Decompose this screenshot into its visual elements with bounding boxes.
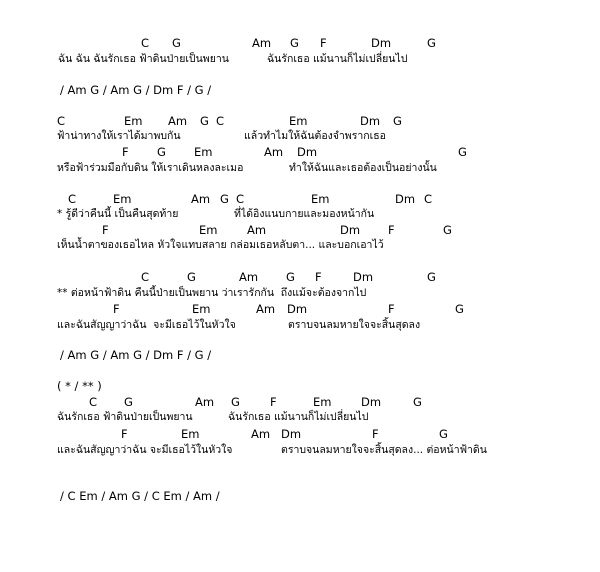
- chord-symbol: / Am G / Am G / Dm F / G /: [60, 348, 212, 362]
- chord-symbol: Em: [113, 192, 132, 206]
- chord-symbol: G: [157, 145, 166, 159]
- chord-symbol: Am: [247, 223, 267, 237]
- chord-symbol: G: [172, 36, 181, 50]
- chord-symbol: F: [388, 223, 395, 237]
- lyric-text: ฉันรักเธอ ฟ้าดินป่ายเป็นพยาน: [57, 411, 193, 423]
- chord-symbol: Am: [191, 192, 211, 206]
- chord-symbol: / Am G / Am G / Dm F / G /: [60, 83, 212, 97]
- chord-symbol: G: [231, 395, 240, 409]
- chord-symbol: F: [270, 395, 277, 409]
- chord-symbol: Dm: [395, 192, 416, 206]
- chord-symbol: Am: [168, 114, 188, 128]
- chord-symbol: ( * / ** ): [57, 379, 102, 393]
- chord-symbol: Am: [195, 395, 215, 409]
- chord-symbol: G: [290, 36, 299, 50]
- chord-symbol: F: [121, 427, 128, 441]
- chord-symbol: F: [122, 145, 129, 159]
- chord-symbol: G: [455, 302, 464, 316]
- chord-symbol: C: [89, 395, 98, 409]
- chord-symbol: Am: [256, 302, 276, 316]
- chord-symbol: C: [216, 114, 225, 128]
- chord-symbol: C: [424, 192, 433, 206]
- chord-symbol: Em: [289, 114, 308, 128]
- chord-symbol: C: [57, 114, 66, 128]
- chord-symbol: F: [372, 427, 379, 441]
- chord-symbol: G: [443, 223, 452, 237]
- chord-symbol: Am: [251, 427, 271, 441]
- chord-symbol: G: [124, 395, 133, 409]
- lyric-text: ตราบจนลมหายใจจะสิ้นสุดลง: [288, 319, 421, 331]
- lyric-text: ฉันรักเธอ แม้นานก็ไม่เปลี่ยนไป: [267, 53, 408, 65]
- chord-symbol: Em: [311, 192, 330, 206]
- chord-symbol: G: [286, 270, 295, 284]
- chord-symbol: Em: [313, 395, 332, 409]
- chord-symbol: Em: [192, 302, 211, 316]
- chord-symbol: G: [200, 114, 209, 128]
- chord-symbol: Am: [239, 270, 259, 284]
- lyric-text: และฉันสัญญาว่าฉัน จะมีเธอไว้ในหัวใจ: [57, 319, 236, 331]
- chord-symbol: Dm: [287, 302, 308, 316]
- lyric-text: ที่ได้อิงแนบกายและมองหน้ากัน: [234, 208, 375, 220]
- lyric-text: ฉันรักเธอ แม้นานก็ไม่เปลี่ยนไป: [228, 411, 369, 423]
- chord-symbol: C: [141, 270, 150, 284]
- chord-symbol: F: [113, 302, 120, 316]
- lyric-text: และฉันสัญญาว่าฉัน จะมีเธอไว้ในหัวใจ: [57, 444, 233, 456]
- chord-symbol: Dm: [371, 36, 392, 50]
- chord-symbol: G: [393, 114, 402, 128]
- lyric-text: * รู้ดีว่าคืนนี้ เป็นคืนสุดท้าย: [57, 208, 179, 220]
- chord-symbol: G: [220, 192, 229, 206]
- chord-symbol: Dm: [297, 145, 318, 159]
- lyric-text: เห็นน้ำตาของเธอไหล หัวใจแทบสลาย กล่อมเธอหลับตา... และบอกเอาไว้: [57, 239, 384, 251]
- chord-symbol: Dm: [361, 395, 382, 409]
- chord-symbol: G: [439, 427, 448, 441]
- chord-symbol: F: [320, 36, 327, 50]
- lyric-text: แล้วทำไมให้ฉันต้องจำพรากเธอ: [244, 130, 386, 142]
- chord-symbol: Dm: [340, 223, 361, 237]
- chord-symbol: G: [458, 145, 467, 159]
- chord-symbol: C: [68, 192, 77, 206]
- chord-symbol: F: [102, 223, 109, 237]
- lyric-text: หรือฟ้าร่วมมือกับดิน ให้เราเดินหลงละเมอ: [57, 162, 244, 174]
- chord-symbol: F: [388, 302, 395, 316]
- chord-symbol: G: [427, 270, 436, 284]
- chord-symbol: Em: [124, 114, 143, 128]
- lyric-text: ฉัน ฉัน ฉันรักเธอ ฟ้าดินป่ายเป็นพยาน: [58, 53, 229, 65]
- chord-symbol: Dm: [281, 427, 302, 441]
- chord-symbol: G: [413, 395, 422, 409]
- chord-symbol: G: [187, 270, 196, 284]
- chord-symbol: / C Em / Am G / C Em / Am /: [60, 489, 220, 503]
- chord-symbol: Dm: [360, 114, 381, 128]
- chord-symbol: C: [236, 192, 245, 206]
- chord-symbol: Am: [264, 145, 284, 159]
- chord-symbol: C: [141, 36, 150, 50]
- lyric-text: ** ต่อหน้าฟ้าดิน คืนนี้ป่ายเป็นพยาน ว่าเรารักกัน ถึงแม้จะต้องจากไป: [57, 287, 367, 299]
- chord-symbol: F: [315, 270, 322, 284]
- chord-symbol: Am: [252, 36, 272, 50]
- chord-symbol: Em: [181, 427, 200, 441]
- chord-symbol: Em: [199, 223, 218, 237]
- lyric-text: ตราบจนลมหายใจจะสิ้นสุดลง... ต่อหน้าฟ้าดิน: [281, 444, 487, 456]
- lyric-text: ฟ้าน่าทางให้เราได้มาพบกัน: [57, 130, 181, 142]
- chord-symbol: Dm: [353, 270, 374, 284]
- chord-symbol: Em: [194, 145, 213, 159]
- chord-symbol: G: [427, 36, 436, 50]
- lyric-text: ทำให้ฉันและเธอต้องเป็นอย่างนั้น: [289, 162, 437, 174]
